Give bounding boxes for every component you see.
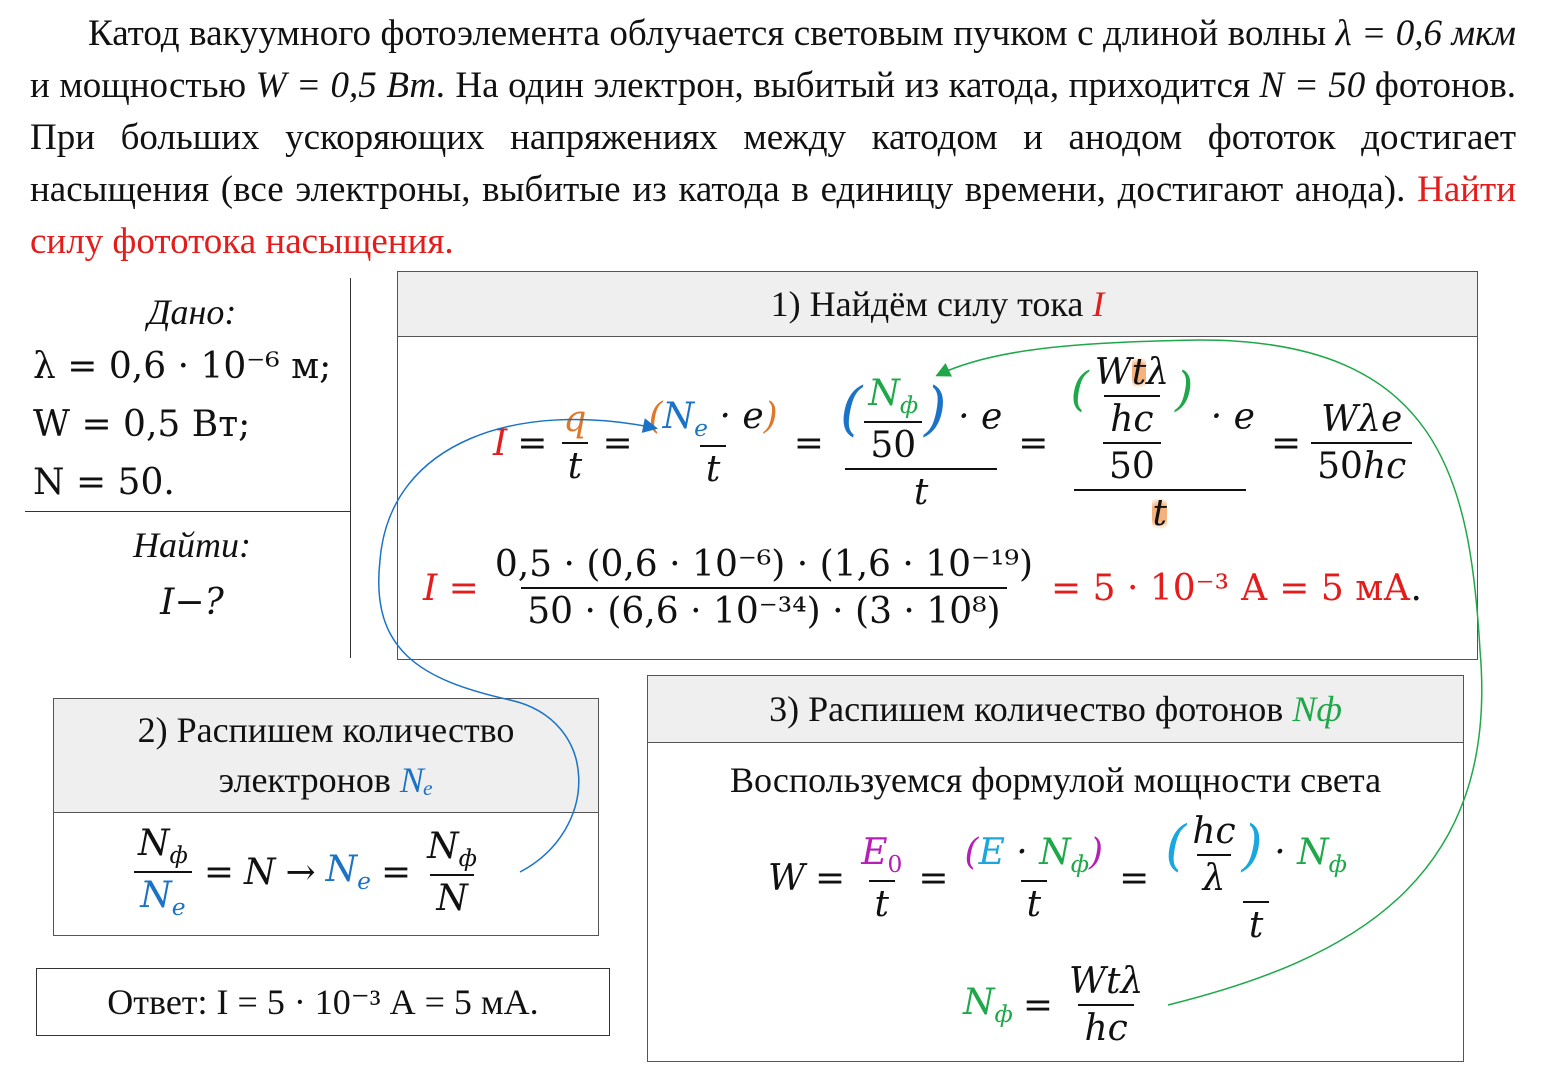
lambda-value: λ = 0,6 мкм xyxy=(1335,13,1517,54)
problem-mid2: На один электрон, выбитый из катода, приходится xyxy=(455,65,1250,106)
step2-header-line1: 2) Распишем количество xyxy=(137,710,515,750)
current-derivation: I = $\frac{q}{t}$ = $\frac{(N_e \cdot e)}{t}$ = ( $\frac{N_ф}{50}$ ) · e t = ( $\frac{\text{Wtλ}}{hc}$ ) 50 · e t = $\frac{\text{Wλe}}{50hc}$ xyxy=(493,352,1412,534)
step3-text: Воспользуемся формулой мощности света xyxy=(729,760,1382,800)
problem-task: Найти силу фототока насыщения. xyxy=(30,169,1517,262)
calc-numerator: 0,5 · (0,6 · 10⁻⁶) · (1,6 · 10⁻¹⁹) xyxy=(494,544,1033,585)
given-power: W = 0,5 Вт; xyxy=(33,404,251,445)
problem-rest: фотонов. При больших ускоряющих напряжениях между катодом и анодом фототок достигает насыщения (все электроны, выбитые из катода в единицу времени, достигают анода). xyxy=(30,65,1517,210)
step1-header-var: I xyxy=(1092,284,1105,324)
find-value: I−? xyxy=(160,582,224,623)
given-title: Дано: xyxy=(147,292,237,332)
step1-header-text: 1) Найдём силу тока xyxy=(770,284,1084,324)
calc-result: = 5 · 10⁻³ А = 5 мА xyxy=(1051,567,1411,609)
power-value: W = 0,5 Вт. xyxy=(255,65,446,106)
find-title: Найти: xyxy=(133,525,251,565)
step2-header-line2: электронов xyxy=(218,760,391,800)
problem-intro: Катод вакуумного фотоэлемента облучается световым пучком с длиной волны xyxy=(88,13,1327,54)
given-n: N = 50. xyxy=(33,462,175,503)
step2-header-var: Nₑ xyxy=(399,760,434,800)
calc-denominator: 50 · (6,6 · 10⁻³⁴) · (3 · 10⁸) xyxy=(521,587,1006,632)
step3-header-var: Nф xyxy=(1292,689,1342,729)
electrons-formula: $\frac{N_ф}{N_e}$ = N → $N_e$ = $\frac{N_ф}{N}$ xyxy=(132,823,483,921)
given-lambda: λ = 0,6 · 10⁻⁶ м; xyxy=(33,346,332,387)
n-value: N = 50 xyxy=(1259,65,1366,106)
step3-header-text: 3) Распишем количество фотонов xyxy=(769,689,1284,729)
power-formula: W = $\frac{E_0}{t}$ = $\frac{(E \cdot N_ф)}{t}$ = ( $\frac{hc}{\lambda}$ ) · $N_ф$ t xyxy=(768,811,1347,946)
calc-dot: . xyxy=(1410,567,1422,609)
answer-box: Ответ: I = 5 · 10⁻³ А = 5 мА. xyxy=(36,968,610,1036)
green-arrow xyxy=(938,340,1482,1005)
calc-lhs: I = xyxy=(423,567,479,609)
problem-mid1: и мощностью xyxy=(30,65,247,106)
photon-count-formula: $N_ф$ = $\frac{\text{Wtλ}}{hc}$ xyxy=(963,961,1144,1049)
blue-arrow xyxy=(379,419,655,872)
